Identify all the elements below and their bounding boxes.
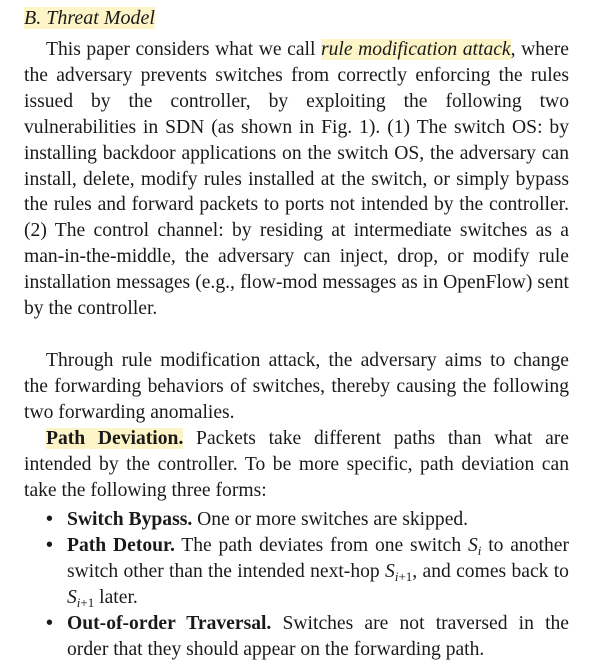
bullet-text: later. [94, 586, 138, 608]
bullet-text: The path deviates from one switch [174, 534, 468, 556]
paragraph-lead: This paper considers what we call [46, 39, 321, 60]
bullet-text: Switches are not traversed in the order that they should appear on the forwarding path. [67, 612, 570, 660]
section-heading-text: B. Threat Model [24, 7, 155, 29]
paragraph-body: , where the adversary prevents switches from correctly enforcing the rules issued by the controller, by exploiting the following two vulnerabilities in SDN (as shown in Fig. 1). (1) The switch OS: by installing backdoor applications on the switch OS, the adversary can install, delete, modify rules installed at the switch, or simply bypass the rules and forward packets to ports not intended by the controller. (2) The control channel: by residing at intermediate switches as a man-in-the-middle, the adversary can inject, drop, or modify rule installation messages (e.g., flow-mod messages as in OpenFlow) sent by the controller. [24, 39, 569, 320]
bullet-text: , and comes back to [412, 560, 569, 582]
paragraph-anomalies [24, 348, 569, 426]
math-s-i-plus-1: $S_{i+1}$ [385, 560, 413, 584]
path-deviation-text: Packets take different paths than what are intended by the controller. To be more specific, path deviation can take the following three forms: [24, 428, 569, 501]
path-deviation-title: Path Deviation. [46, 428, 184, 449]
list-item-out-of-order-traversal [24, 611, 569, 663]
bullet-text: One or more switches are skipped. [192, 509, 469, 530]
bullet-dot-icon: • [46, 509, 53, 530]
math-s-i: $S_i$ [467, 534, 482, 558]
section-heading [24, 6, 155, 30]
list-item-switch-bypass [24, 507, 569, 533]
list-item-path-detour [24, 533, 569, 611]
paragraph-anomalies-text: Through rule modification attack, the adversary aims to change the forwarding behaviors of switches, thereby causing the following two forwarding anomalies. [24, 350, 569, 423]
paragraph-threat-model [24, 37, 569, 322]
bullet-dot-icon: • [46, 534, 53, 556]
bullet-dot-icon: • [46, 612, 53, 634]
bullet-title: Out-of-order Traversal. [67, 612, 272, 634]
bullet-title: Switch Bypass. [67, 509, 193, 530]
deviation-forms-list [24, 507, 569, 662]
bullet-title: Path Detour. [67, 534, 175, 556]
math-s-i-plus-1: $S_{i+1}$ [67, 586, 95, 610]
term-rule-modification-attack: rule modification attack [321, 39, 511, 60]
bullet-text: to another switch other than the intended next-hop [67, 534, 569, 582]
paragraph-path-deviation [24, 426, 569, 504]
